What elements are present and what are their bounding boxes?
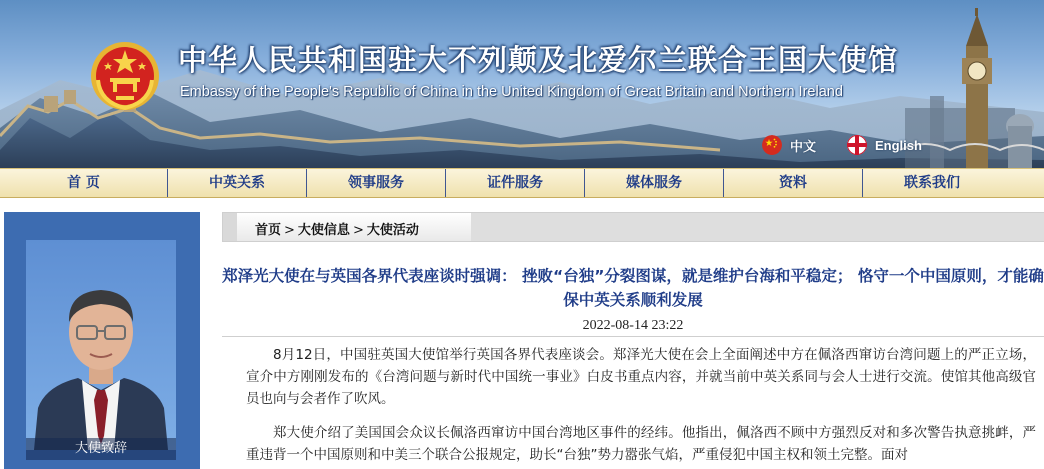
breadcrumb-separator: > xyxy=(352,223,364,238)
language-chinese-link[interactable] xyxy=(762,134,816,156)
nav-divider xyxy=(167,169,168,197)
nav-divider xyxy=(584,169,585,197)
article-paragraph: 郑大使介绍了美国国会众议长佩洛西窜访中国台湾地区事件的经纬。他指出，佩洛西不顾中方强烈反对和多次警告执意挑衅，严重违背一个中国原则和中美三个联合公报规定，助长“台独”势力嚣张气焰，严重侵犯中国主权和领土完整。面对 xyxy=(246,425,1036,463)
breadcrumb xyxy=(255,219,419,238)
language-chinese-label: 中文 xyxy=(790,138,817,154)
breadcrumb-accent xyxy=(223,213,237,241)
breadcrumb-bar xyxy=(222,212,1044,242)
nav-item-contact-us[interactable]: 联系我们 xyxy=(904,175,960,191)
site-banner xyxy=(0,0,1044,168)
breadcrumb-ambassador-activities-link[interactable]: 大使活动 xyxy=(366,223,419,238)
breadcrumb-tail xyxy=(471,213,1044,241)
ambassador-sidebar xyxy=(4,212,200,469)
article-date: 2022-08-14 23:22 xyxy=(582,318,684,333)
england-flag-icon xyxy=(847,135,867,155)
article-title: 郑泽光大使在与英国各界代表座谈时强调： 挫败“台独”分裂图谋，就是维护台海和平稳定； 恪守一个中国原则，才能确保中英关系顺利发展 xyxy=(222,267,1044,309)
china-flag-icon xyxy=(762,135,782,155)
article-paragraph: 8月12日，中国驻英国大使馆举行英国各界代表座谈会。郑泽光大使在会上全面阐述中方在佩洛西窜访台湾问题上的严正立场，宣介中方刚刚发布的《台湾问题与新时代中国统一事业》白皮书重点内容，并就当前中英关系同与会人士进行交流。使馆其他高级官员也向与会者作了吹风。 xyxy=(246,347,1036,407)
ambassador-portrait[interactable] xyxy=(26,240,176,450)
nav-divider xyxy=(445,169,446,197)
language-english-link[interactable] xyxy=(847,134,922,156)
nav-item-resources[interactable]: 资料 xyxy=(779,175,807,191)
ambassador-photo-image xyxy=(26,240,176,450)
ambassador-speech-link[interactable]: 大使致辞 xyxy=(26,438,176,460)
national-emblem-icon xyxy=(90,40,160,112)
language-english-label: English xyxy=(875,137,922,153)
nav-item-document-services[interactable]: 证件服务 xyxy=(487,175,543,191)
breadcrumb-home-link[interactable]: 首页 xyxy=(255,223,282,238)
nav-divider xyxy=(862,169,863,197)
site-title-english: Embassy of the People's Republic of China in the United Kingdom of Great Britain and Northern Ireland xyxy=(180,84,843,100)
nav-item-media-services[interactable]: 媒体服务 xyxy=(626,175,682,191)
nav-item-home[interactable]: 首 页 xyxy=(67,175,100,191)
nav-divider xyxy=(306,169,307,197)
breadcrumb-ambassador-info-link[interactable]: 大使信息 xyxy=(297,223,350,238)
title-divider xyxy=(222,336,1044,337)
nav-divider xyxy=(723,169,724,197)
nav-item-china-uk-relations[interactable]: 中英关系 xyxy=(209,175,265,191)
site-title-chinese: 中华人民共和国驻大不列颠及北爱尔兰联合王国大使馆 xyxy=(178,43,899,77)
nav-item-consular-services[interactable]: 领事服务 xyxy=(348,175,404,191)
main-nav xyxy=(0,168,1044,198)
breadcrumb-separator: > xyxy=(284,223,295,238)
